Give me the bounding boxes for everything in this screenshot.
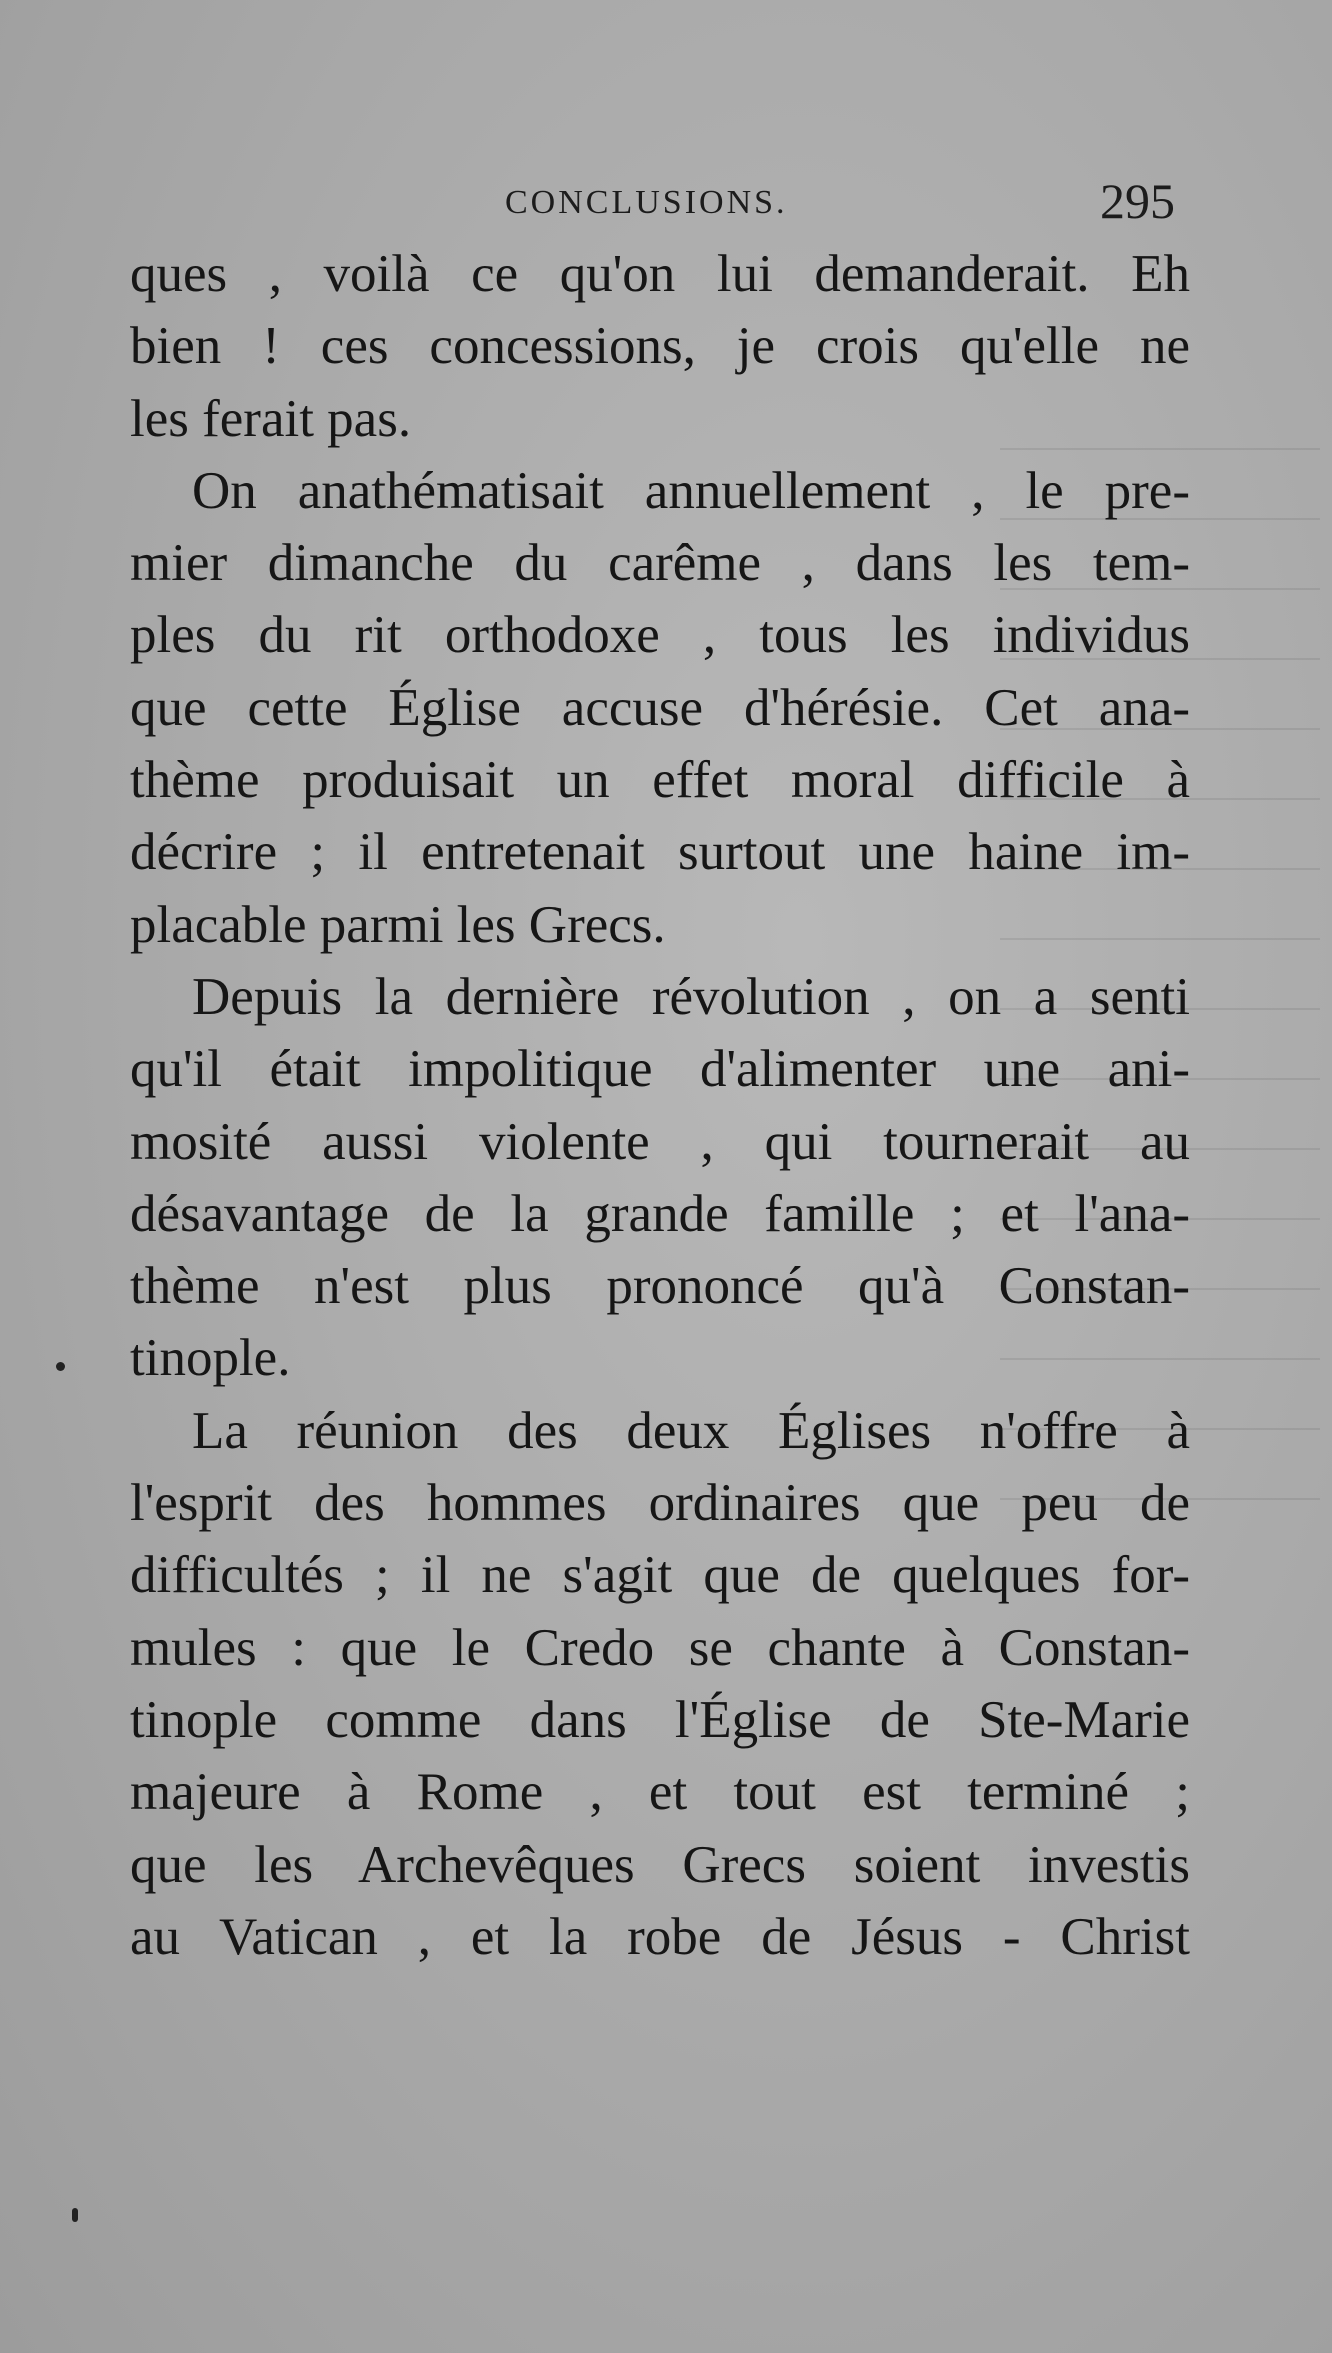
text-line: tinople comme dans l'Église de Ste-Marie bbox=[130, 1690, 1190, 1749]
text-line: On anathématisait annuellement , le pre- bbox=[192, 461, 1190, 520]
text-line: tinople. bbox=[130, 1329, 291, 1388]
text-line: majeure à Rome , et tout est terminé ; bbox=[130, 1763, 1190, 1822]
text-line: les ferait pas. bbox=[130, 389, 412, 448]
running-head bbox=[0, 172, 1332, 232]
paragraph-2 bbox=[130, 455, 1190, 961]
paragraph-4 bbox=[130, 1395, 1190, 1973]
text-line: thème produisait un effet moral difficile à bbox=[130, 751, 1190, 810]
text-line: mules : que le Credo se chante à Constan- bbox=[130, 1618, 1190, 1677]
paragraph-1 bbox=[130, 238, 1190, 455]
text-line: désavantage de la grande famille ; et l'ana- bbox=[130, 1184, 1190, 1243]
text-line: mier dimanche du carême , dans les tem- bbox=[130, 534, 1190, 593]
text-line: thème n'est plus prononcé qu'à Constan- bbox=[130, 1257, 1190, 1316]
text-line: au Vatican , et la robe de Jésus - Christ bbox=[130, 1907, 1190, 1966]
text-line: placable parmi les Grecs. bbox=[130, 895, 666, 954]
ink-speck bbox=[56, 1362, 65, 1371]
running-head-title: CONCLUSIONS. bbox=[505, 184, 788, 221]
text-line: l'esprit des hommes ordinaires que peu de bbox=[130, 1474, 1190, 1533]
text-line: que les Archevêques Grecs soient investis bbox=[130, 1835, 1190, 1894]
text-line: ques , voilà ce qu'on lui demanderait. Eh bbox=[130, 245, 1190, 303]
text-line: décrire ; il entretenait surtout une haine im- bbox=[130, 823, 1190, 882]
page-number: 295 bbox=[1100, 173, 1175, 229]
text-line: que cette Église accuse d'hérésie. Cet ana- bbox=[130, 678, 1190, 737]
paragraph-3 bbox=[130, 961, 1190, 1395]
text-line: Depuis la dernière révolution , on a senti bbox=[192, 967, 1190, 1026]
text-line: bien ! ces concessions, je crois qu'elle ne bbox=[130, 317, 1190, 376]
body-text bbox=[130, 238, 1190, 1973]
text-line: La réunion des deux Églises n'offre à bbox=[192, 1401, 1190, 1460]
text-line: difficultés ; il ne s'agit que de quelques for- bbox=[130, 1546, 1190, 1605]
ink-speck bbox=[72, 2208, 78, 2222]
text-line: ples du rit orthodoxe , tous les individus bbox=[130, 606, 1190, 665]
text-line: qu'il était impolitique d'alimenter une ani- bbox=[130, 1040, 1190, 1099]
text-line: mosité aussi violente , qui tournerait au bbox=[130, 1112, 1190, 1171]
